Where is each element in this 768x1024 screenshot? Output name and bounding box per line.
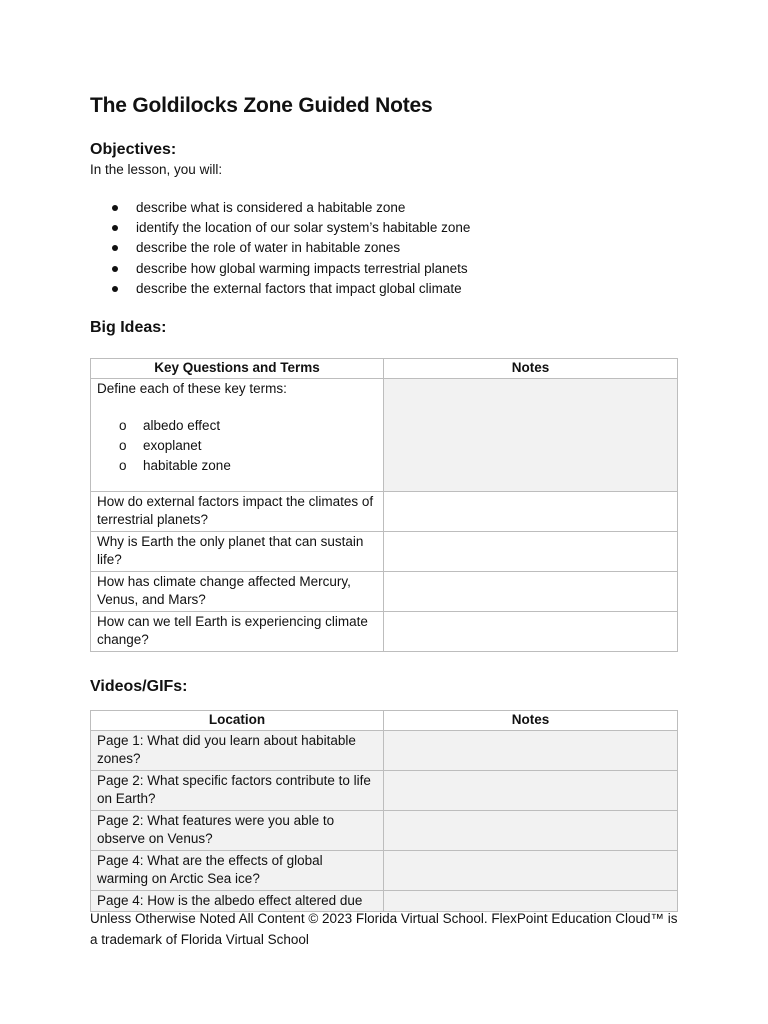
location-cell: Page 1: What did you learn about habitable zones? (91, 730, 384, 770)
videos-table (90, 710, 678, 912)
notes-cell[interactable] (384, 491, 678, 531)
circle-bullet-icon: o (119, 458, 127, 473)
notes-cell[interactable] (384, 810, 678, 850)
objectives-heading: Objectives: (90, 141, 177, 158)
question-cell: How has climate change affected Mercury, Venus, and Mars? (91, 571, 384, 611)
circle-bullet-icon: o (119, 438, 127, 453)
table-header-row (91, 711, 678, 731)
notes-cell[interactable] (384, 850, 678, 890)
column-header: Location (91, 711, 384, 731)
location-cell: Page 4: How is the albedo effect altered due (91, 890, 384, 912)
list-item: identify the location of our solar system’s habitable zone (90, 218, 470, 238)
list-item: o habitable zone (97, 456, 377, 476)
objectives-intro: In the lesson, you will: (90, 162, 223, 177)
notes-cell[interactable] (384, 571, 678, 611)
big-ideas-heading: Big Ideas: (90, 319, 167, 336)
page-title: The Goldilocks Zone Guided Notes (90, 94, 433, 117)
notes-cell[interactable] (384, 611, 678, 651)
copyright-footer: Unless Otherwise Noted All Content © 2023 Florida Virtual School. FlexPoint Education Cloud™ is a trademark of Florida Virtual School (90, 911, 678, 947)
table-row (91, 531, 678, 571)
key-terms-list (97, 416, 377, 476)
list-item: o albedo effect (97, 416, 377, 436)
table-header-row (91, 359, 678, 379)
big-ideas-table (90, 358, 678, 652)
table-row (91, 378, 678, 491)
bullet-icon (112, 245, 118, 251)
question-cell: How do external factors impact the climates of terrestrial planets? (91, 491, 384, 531)
location-cell: Page 2: What specific factors contribute to life on Earth? (91, 770, 384, 810)
bullet-icon (112, 266, 118, 272)
column-header: Notes (384, 359, 678, 379)
videos-heading: Videos/GIFs: (90, 678, 188, 695)
key-terms-cell (91, 378, 384, 491)
table-row (91, 730, 678, 770)
list-item: o exoplanet (97, 436, 377, 456)
notes-cell[interactable] (384, 730, 678, 770)
bullet-icon (112, 286, 118, 292)
location-cell: Page 4: What are the effects of global warming on Arctic Sea ice? (91, 850, 384, 890)
location-cell: Page 2: What features were you able to observe on Venus? (91, 810, 384, 850)
list-item: describe the external factors that impact global climate (90, 279, 470, 299)
bullet-icon (112, 225, 118, 231)
list-item: describe what is considered a habitable zone (90, 198, 470, 218)
table-row (91, 571, 678, 611)
table-row (91, 810, 678, 850)
question-cell: How can we tell Earth is experiencing climate change? (91, 611, 384, 651)
bullet-icon (112, 205, 118, 211)
define-prompt: Define each of these key terms: (97, 380, 287, 396)
circle-bullet-icon: o (119, 418, 127, 433)
objectives-list (90, 198, 470, 299)
table-row (91, 491, 678, 531)
list-item: describe the role of water in habitable zones (90, 238, 470, 258)
list-item: describe how global warming impacts terrestrial planets (90, 259, 470, 279)
table-row (91, 850, 678, 890)
column-header: Notes (384, 711, 678, 731)
table-row (91, 770, 678, 810)
notes-cell[interactable] (384, 378, 678, 491)
notes-cell[interactable] (384, 531, 678, 571)
column-header: Key Questions and Terms (91, 359, 384, 379)
table-row (91, 611, 678, 651)
question-cell: Why is Earth the only planet that can sustain life? (91, 531, 384, 571)
notes-cell[interactable] (384, 770, 678, 810)
